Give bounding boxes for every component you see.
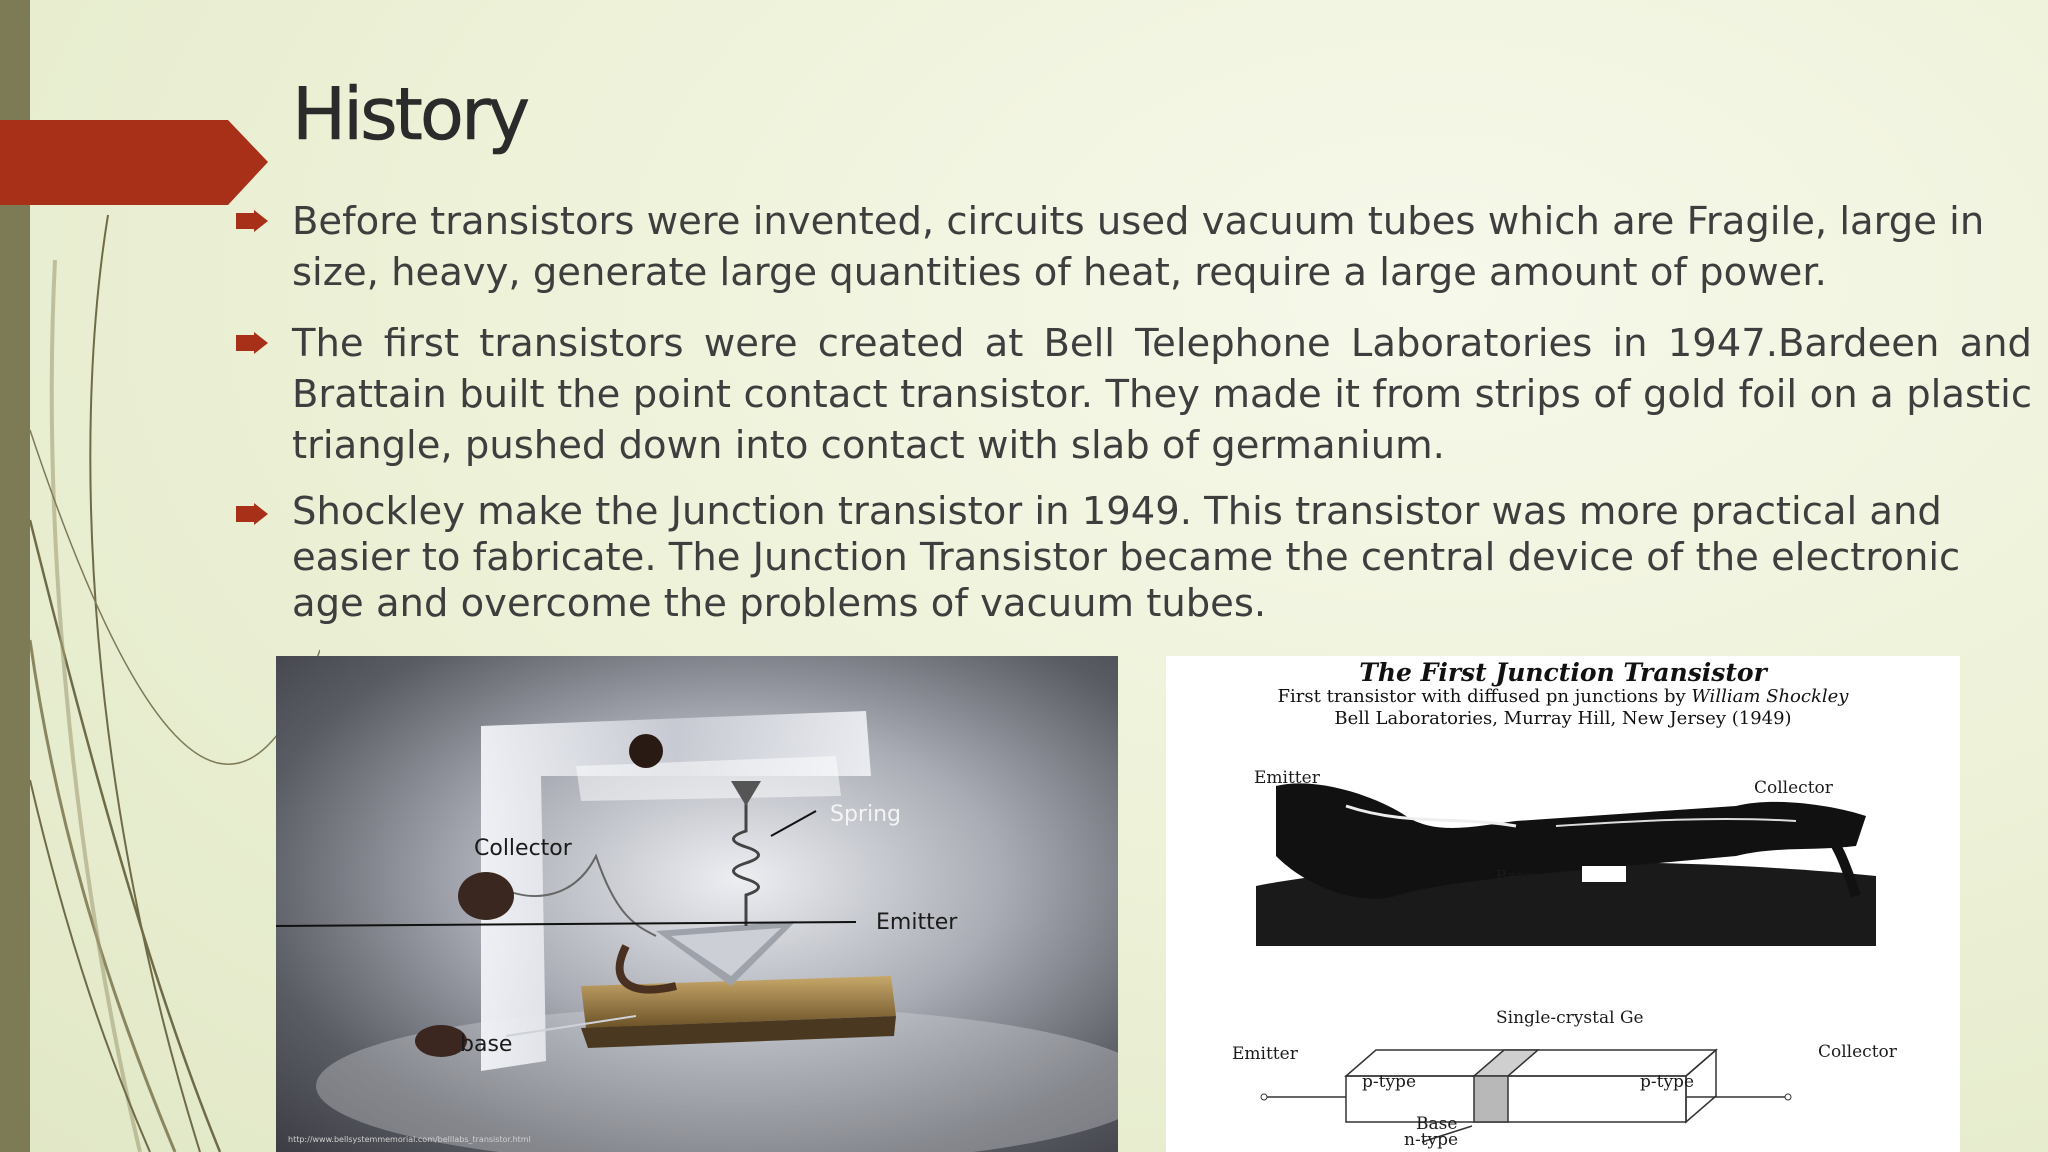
bullet-item [292,318,2032,471]
label-base: base [460,1032,513,1057]
point-contact-transistor-photo [276,656,1118,1152]
figure-subtitle [1166,686,1960,707]
diagram-label-p-type-right: p-type [1640,1072,1695,1092]
label-emitter: Emitter [876,910,958,935]
bullet-item [292,489,2032,627]
bullet-text: Before transistors were invented, circuits used vacuum tubes which are Fragile, large in size, heavy, generate large quantities of heat, require a large amount of power. [292,199,1985,295]
diagram-label-p-type-left: p-type [1362,1072,1417,1092]
figure-subtitle-line2: Bell Laboratories, Murray Hill, New Jersey (1949) [1334,708,1792,729]
image-source-url: http://www.bellsystemmemorial.com/belllabs_transistor.html [288,1135,531,1144]
arrow-bullet-icon [236,210,268,232]
bullet-text: The first transistors were created at Bell Telephone Laboratories in 1947.Bardeen and Brattain built the point contact transistor. They made it from strips of gold foil on a plastic triangle, pushed down into contact with slab of germanium. [292,321,2032,468]
arrow-bullet-icon [236,503,268,525]
junction-diagram [1226,1026,1906,1152]
photo-label-base: Base [1496,867,1533,885]
diagram-label-emitter: Emitter [1232,1044,1298,1064]
photo-label-emitter: Emitter [1254,768,1320,788]
junction-transistor-figure [1166,656,1960,1152]
diagram-label-collector: Collector [1818,1042,1897,1062]
label-spring: Spring [830,802,901,827]
bullet-text: Shockley make the Junction transistor in 1949. This transistor was more practical and easier to fabricate. The Junction Transistor became the central device of the electronic age and overcome the problems of vacuum tubes. [292,489,1961,626]
diagram-label-n-type: n-type [1404,1130,1459,1150]
arrow-bullet-icon [236,332,268,354]
figure-subtitle-name: William Shockley [1691,686,1849,707]
title-arrow-tab [0,120,268,205]
label-collector: Collector [474,836,572,861]
diagram-label-base: Base [1416,1114,1458,1134]
bullet-list [292,196,2032,627]
slide-title: History [292,72,528,156]
figure-subtitle-text: First transistor with diffused pn junctions by [1277,686,1692,707]
figure-title: The First Junction Transistor [1359,658,1767,687]
bullet-item [292,196,2032,298]
transistor-illustration [276,656,1118,1152]
diagram-label-single-crystal: Single-crystal Ge [1496,1008,1644,1028]
photo-label-collector: Collector [1754,778,1833,798]
